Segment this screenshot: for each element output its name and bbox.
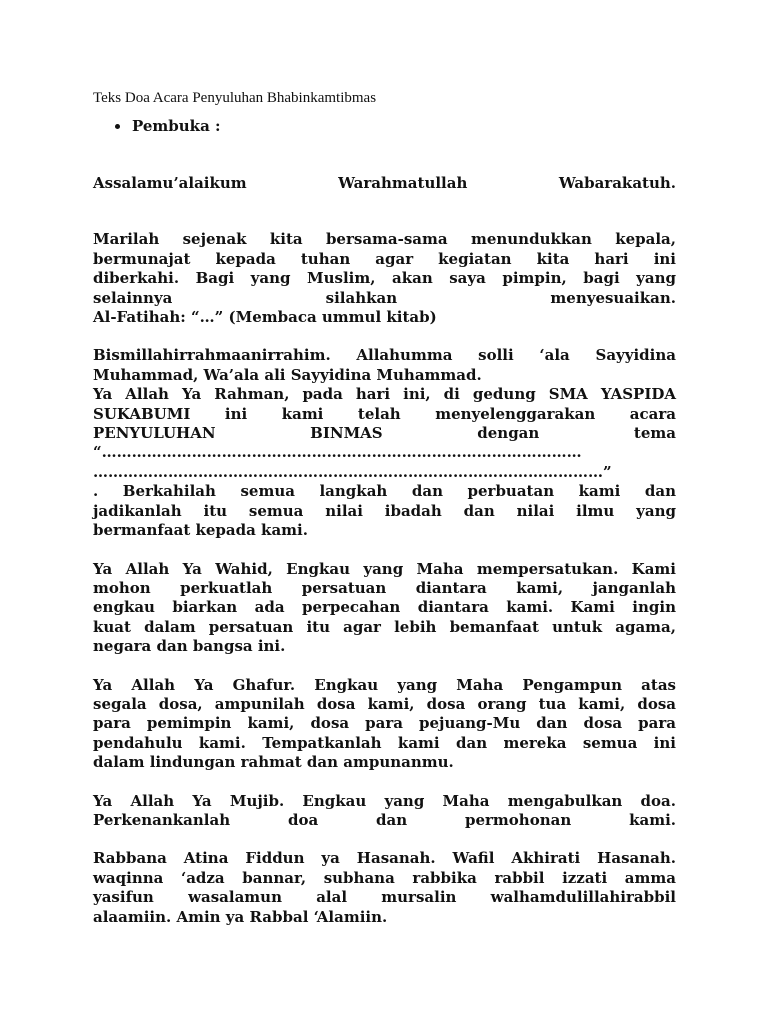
text-line: mohon perkuatlah persatuan diantara kami, janganlah [93, 578, 676, 597]
document-page [93, 88, 676, 927]
text-line: dalam lindungan rahmat dan ampunanmu. [93, 753, 454, 772]
paragraph-intro [93, 230, 676, 327]
section-heading: Pembuka : [132, 117, 221, 135]
text-line: bermunajat kepada tuhan agar kegiatan kita hari ini [93, 249, 676, 268]
text-line: PENYULUHAN BINMAS dengan tema [93, 424, 676, 443]
text-line: Ya Allah Ya Wahid, Engkau yang Maha mempersatukan. Kami [93, 559, 676, 578]
paragraph-ghafur [93, 676, 676, 773]
text-line: Al-Fatihah: “…” (Membaca ummul kitab) [93, 308, 437, 327]
text-line: Rabbana Atina Fiddun ya Hasanah. Wafil Akhirati Hasanah. [93, 849, 676, 868]
paragraph-mujib [93, 792, 676, 831]
text-line: Ya Allah Ya Ghafur. Engkau yang Maha Pengampun atas [93, 675, 676, 694]
text-line: Ya Allah Ya Mujib. Engkau yang Maha mengabulkan doa. [93, 791, 676, 810]
text-line: Muhammad, Wa’ala ali Sayyidina Muhammad. [93, 365, 482, 384]
text-line: pendahulu kami. Tempatkanlah kami dan mereka semua ini [93, 733, 676, 752]
greeting-paragraph [93, 174, 676, 193]
text-line: jadikanlah itu semua nilai ibadah dan nilai ilmu yang [93, 501, 676, 520]
text-line: . Berkahilah semua langkah dan perbuatan kami dan [93, 482, 676, 501]
bullet-icon [115, 124, 120, 129]
greeting-line: Assalamu’alaikum Warahmatullah Wabarakatuh. [93, 174, 676, 192]
text-line: waqinna ‘adza bannar, subhana rabbika rabbil izzati amma [93, 868, 676, 887]
text-line: yasifun wasalamun alal mursalin walhamdulillahirabbil [93, 888, 676, 907]
text-line: SUKABUMI ini kami telah menyelenggarakan acara [93, 404, 676, 423]
text-line: Ya Allah Ya Rahman, pada hari ini, di gedung SMA YASPIDA [93, 385, 676, 404]
paragraph-rahman [93, 346, 676, 540]
text-line: para pemimpin kami, dosa para pejuang-Mu dan dosa para [93, 714, 676, 733]
section-bullet [115, 116, 676, 136]
text-line: …………………………………………………………………………………………” [93, 462, 612, 481]
text-line: segala dosa, ampunilah dosa kami, dosa orang tua kami, dosa [93, 694, 676, 713]
paragraph-wahid [93, 560, 676, 657]
text-line: negara dan bangsa ini. [93, 637, 286, 656]
document-title: Teks Doa Acara Penyuluhan Bhabinkamtibmas [93, 90, 377, 106]
text-line: diberkahi. Bagi yang Muslim, akan saya pimpin, bagi yang [93, 269, 676, 288]
text-line: Perkenankanlah doa dan permohonan kami. [93, 810, 676, 829]
text-line: engkau biarkan ada perpecahan diantara kami. Kami ingin [93, 598, 676, 617]
text-line: selainnya silahkan menyesuaikan. [93, 288, 676, 307]
section-list [93, 116, 676, 136]
text-line: Bismillahirrahmaanirrahim. Allahumma solli ‘ala Sayyidina [93, 346, 676, 365]
text-line: “…………………………………………………………………………………… [93, 443, 582, 462]
text-line: Marilah sejenak kita bersama-sama menundukkan kepala, [93, 230, 676, 249]
text-line: alaamiin. Amin ya Rabbal ‘Alamiin. [93, 907, 388, 926]
text-line: bermanfaat kepada kami. [93, 521, 308, 540]
paragraph-closing [93, 849, 676, 927]
text-line: kuat dalam persatuan itu agar lebih bemanfaat untuk agama, [93, 617, 676, 636]
